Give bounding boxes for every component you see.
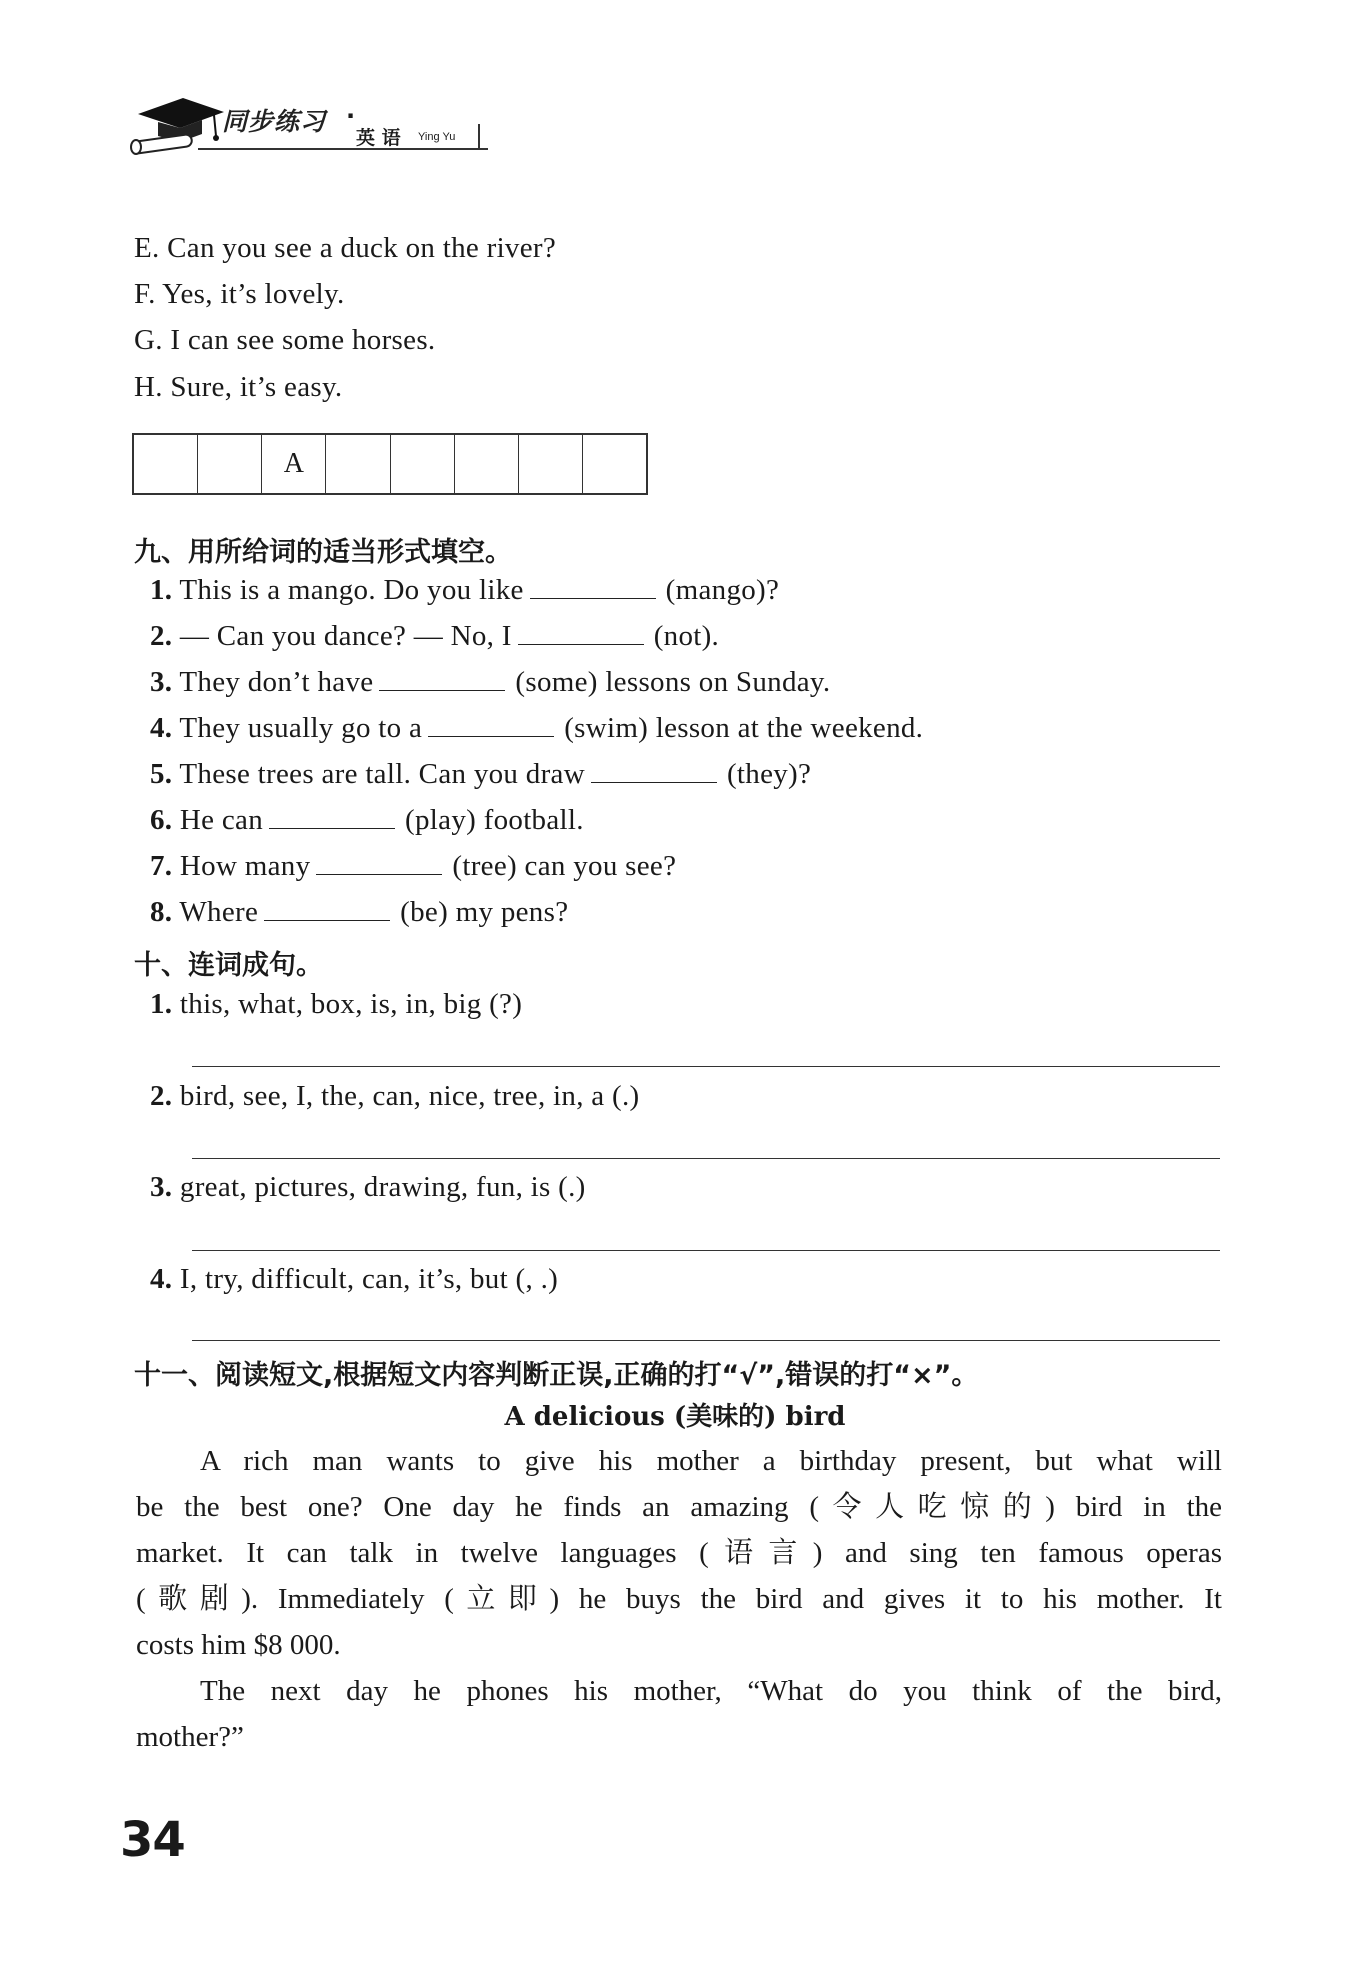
blank-input[interactable] — [269, 806, 395, 829]
fill-item-1: 1. This is a mango. Do you like (mango)? — [150, 574, 780, 606]
blank-input[interactable] — [264, 898, 390, 921]
blank-input[interactable] — [428, 714, 554, 737]
order-item-3: 3. great, pictures, drawing, fun, is (.) — [150, 1171, 586, 1203]
answer-line[interactable] — [192, 1250, 1220, 1251]
passage-title: A delicious (美味的) bird — [504, 1402, 846, 1432]
fill-item-4: 4. They usually go to a (swim) lesson at the weekend. — [150, 712, 924, 744]
blank-input[interactable] — [379, 668, 505, 691]
page-number: 34 — [120, 1812, 185, 1868]
answer-cell[interactable]: A — [262, 435, 326, 493]
answer-line[interactable] — [192, 1158, 1220, 1159]
header-rule — [198, 148, 488, 150]
passage-paragraph-1: A rich man wants to give his mother a birthday present, but what will be the best one? One day he finds an amazing (令人吃惊的) bird in the market. It can talk in twelve languages (语言) and sing ten famous operas (歌剧). Immediately (立即) he buys the bird and gives it to his mother. It costs him $8 000. — [136, 1445, 1222, 1661]
answer-cell[interactable] — [583, 435, 646, 493]
answer-cell[interactable] — [455, 435, 519, 493]
section-9-title: 九、用所给词的适当形式填空。 — [134, 537, 512, 568]
answer-grid — [132, 433, 648, 495]
fill-item-7: 7. How many (tree) can you see? — [150, 850, 677, 882]
answer-cell[interactable] — [519, 435, 583, 493]
answer-cell[interactable] — [391, 435, 455, 493]
answer-line[interactable] — [192, 1066, 1220, 1067]
option-e: E. Can you see a duck on the river? — [134, 232, 557, 264]
page-header — [128, 92, 488, 162]
series-title: 同步练习 — [222, 107, 327, 136]
passage-paragraph-2: The next day he phones his mother, “What do you think of the bird, mother?” — [136, 1675, 1222, 1753]
order-item-4: 4. I, try, difficult, can, it’s, but (, .) — [150, 1263, 559, 1295]
blank-input[interactable] — [591, 760, 717, 783]
section-10-title: 十、连词成句。 — [134, 950, 323, 981]
fill-item-3: 3. They don’t have (some) lessons on Sunday. — [150, 666, 831, 698]
header-dot: · — [346, 102, 356, 130]
fill-item-6: 6. He can (play) football. — [150, 804, 584, 836]
graduation-cap-icon — [128, 92, 228, 162]
blank-input[interactable] — [518, 622, 644, 645]
fill-item-5: 5. These trees are tall. Can you draw (they)? — [150, 758, 812, 790]
answer-line[interactable] — [192, 1340, 1220, 1341]
blank-input[interactable] — [316, 852, 442, 875]
section-11-title: 十一、阅读短文,根据短文内容判断正误,正确的打“√”,错误的打“×”。 — [134, 1360, 979, 1391]
answer-cell[interactable] — [326, 435, 390, 493]
subject-label: 英 语 — [356, 127, 401, 149]
order-item-2: 2. bird, see, I, the, can, nice, tree, in, a (.) — [150, 1080, 640, 1112]
fill-item-2: 2. — Can you dance? — No, I (not). — [150, 620, 720, 652]
order-item-1: 1. this, what, box, is, in, big (?) — [150, 988, 523, 1020]
blank-input[interactable] — [530, 576, 656, 599]
option-g: G. I can see some horses. — [134, 324, 436, 356]
answer-cell[interactable] — [134, 435, 198, 493]
option-h: H. Sure, it’s easy. — [134, 371, 343, 403]
fill-item-8: 8. Where (be) my pens? — [150, 896, 569, 928]
answer-cell[interactable] — [198, 435, 262, 493]
option-f: F. Yes, it’s lovely. — [134, 278, 345, 310]
subject-pinyin: Ying Yu — [418, 131, 456, 143]
